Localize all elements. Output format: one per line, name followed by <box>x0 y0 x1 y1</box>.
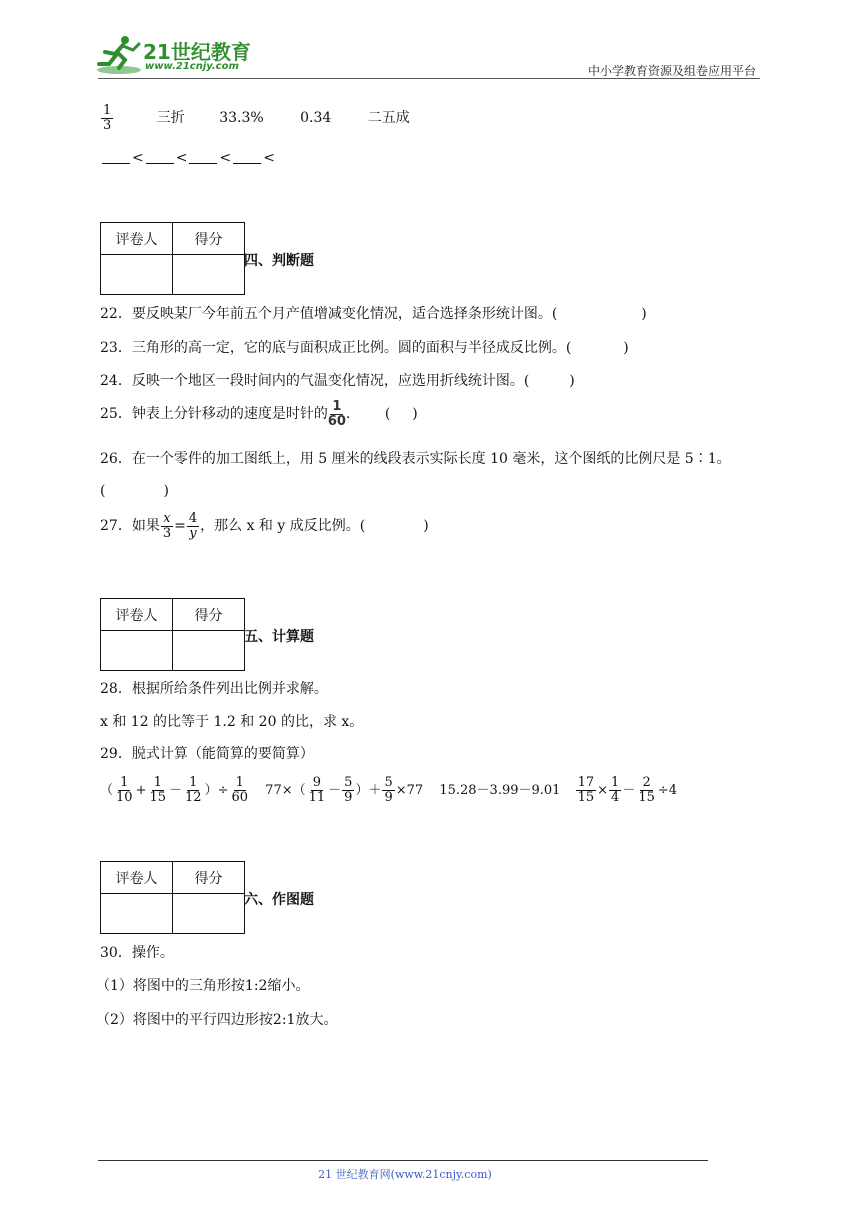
operator: 77×（ <box>265 782 306 798</box>
frac-num: 1 <box>103 103 112 118</box>
score-table <box>100 598 245 671</box>
question-text: 24．反映一个地区一段时间内的气温变化情况，应选用折线统计图。( <box>100 373 530 389</box>
score-label: 得分 <box>173 862 245 894</box>
frac-den: 60 <box>231 789 249 805</box>
answer-blank[interactable] <box>189 163 217 164</box>
platform-name: 中小学教育资源及组卷应用平台 <box>587 64 756 78</box>
question-text: ，那么 x 和 y 成反比例。( <box>200 518 366 535</box>
answer-blank[interactable] <box>102 163 130 164</box>
question-26-answer <box>100 483 169 499</box>
frac-den: 15 <box>577 789 595 805</box>
close-paren: ) <box>641 306 647 322</box>
question-24 <box>100 370 575 390</box>
site-logo <box>95 34 265 76</box>
fraction-one-third <box>101 104 113 132</box>
less-than: < <box>175 150 188 166</box>
question-text: 22．要反映某厂今年前五个月产值增减变化情况，适合选择条形统计图。( <box>100 306 558 322</box>
frac-den: 12 <box>185 789 202 805</box>
order-items <box>100 104 410 132</box>
question-text: 23．三角形的高一定，它的底与面积成正比例。圆的面积与半径成反比例。( <box>100 340 572 356</box>
section-title-calculation: 五、计算题 <box>244 629 314 645</box>
frac-den: 60 <box>327 413 346 429</box>
reviewer-label: 评卷人 <box>101 223 173 255</box>
frac-num: 1 <box>235 775 244 790</box>
frac-den: 11 <box>308 789 326 805</box>
frac-den: 10 <box>116 789 133 805</box>
fraction <box>183 776 204 804</box>
expr-4 <box>575 775 678 805</box>
fraction-4-over-y <box>187 512 199 540</box>
operator: － <box>169 782 183 798</box>
operator: － <box>328 782 342 798</box>
score-table <box>100 222 245 295</box>
order-item: 三折 <box>156 110 185 127</box>
answer-blank[interactable] <box>146 163 174 164</box>
frac-den: 15 <box>149 789 167 805</box>
question-26: 26．在一个零件的加工图纸上，用 5 厘米的线段表示实际长度 10 毫米，这个图纸的比例尺是 5∶1。 <box>100 451 731 467</box>
score-cell[interactable] <box>173 894 245 934</box>
score-label: 得分 <box>173 599 245 631</box>
frac-num: 1 <box>120 775 129 790</box>
runner-logo-icon <box>95 34 143 76</box>
close-paren: ) <box>623 340 629 356</box>
frac-num: 1 <box>153 775 162 790</box>
order-item: 二五成 <box>367 110 410 127</box>
frac-num: 5 <box>384 775 393 790</box>
answer-blank[interactable] <box>233 163 261 164</box>
question-29: 29．脱式计算（能简算的要简算） <box>100 746 314 762</box>
close-paren: ) <box>569 373 575 389</box>
operator: × <box>597 782 609 798</box>
less-than: < <box>132 150 144 166</box>
frac-num: 2 <box>642 775 651 790</box>
logo-title: 21世纪教育 <box>143 40 251 64</box>
fraction <box>609 776 621 804</box>
close-paren: ) <box>163 483 169 499</box>
score-label: 得分 <box>173 223 245 255</box>
order-item: 33.3% <box>219 110 264 127</box>
fraction <box>342 776 354 804</box>
frac-den: 9 <box>344 789 353 805</box>
operator: ）÷ <box>204 782 229 798</box>
frac-num: 5 <box>344 775 353 790</box>
score-cell[interactable] <box>173 255 245 295</box>
expr-3: 15.28－3.99－9.01 <box>439 782 561 798</box>
fraction <box>147 776 168 804</box>
frac-num: 4 <box>188 511 198 526</box>
fraction <box>382 776 394 804</box>
score-table <box>100 861 245 934</box>
operator: ÷4 <box>657 782 678 798</box>
fraction <box>114 776 135 804</box>
question-28: 28．根据所给条件列出比例并求解。 <box>100 681 328 697</box>
question-30-part-1: （1）将图中的三角形按1:2缩小。 <box>96 978 310 994</box>
fraction <box>307 776 328 804</box>
operator: ）＋ <box>355 782 382 798</box>
less-than: < <box>263 150 275 166</box>
fraction-one-sixtieth <box>328 400 346 428</box>
question-text: 27．如果 <box>100 518 160 535</box>
frac-den: 4 <box>611 789 620 805</box>
question-22 <box>100 303 647 323</box>
order-item: 0.34 <box>300 110 332 127</box>
frac-num: 1 <box>189 775 198 790</box>
fraction-x-over-3 <box>161 512 173 540</box>
fraction <box>229 776 250 804</box>
fraction <box>636 776 657 804</box>
less-than: < <box>219 150 232 166</box>
order-answer-line <box>100 150 275 166</box>
frac-num: 17 <box>577 775 595 790</box>
question-25: 25．钟表上分针移动的速度是时针的 $\frac{1}{60}$ . ( ) <box>100 399 418 429</box>
frac-den: 15 <box>638 789 655 805</box>
question-30: 30．操作。 <box>100 945 174 961</box>
reviewer-label: 评卷人 <box>101 599 173 631</box>
frac-num: 1 <box>332 399 342 414</box>
operator: － <box>622 782 636 798</box>
score-cell[interactable] <box>173 631 245 671</box>
question-30-part-2: （2）将图中的平行四边形按2:1放大。 <box>96 1012 338 1028</box>
question-28-condition: x 和 12 的比等于 1.2 和 20 的比，求 x。 <box>100 714 364 730</box>
reviewer-label: 评卷人 <box>101 862 173 894</box>
footer-link[interactable]: 21 世纪教育网(www.21cnjy.com) <box>318 1168 492 1181</box>
section-title-drawing: 六、作图题 <box>244 892 314 908</box>
frac-den: y <box>189 525 197 541</box>
fraction <box>576 776 597 804</box>
frac-num: x <box>163 511 171 526</box>
close-paren: ) <box>412 406 418 423</box>
period: . <box>345 406 351 423</box>
calc-expressions <box>100 776 677 804</box>
logo-url: www.21cnjy.com <box>145 61 239 72</box>
paren: （ <box>100 782 114 798</box>
equals: = <box>174 518 186 535</box>
footer-divider <box>98 1160 708 1161</box>
operator: ×77 <box>395 782 424 798</box>
frac-den: 9 <box>384 789 393 805</box>
frac-den: 3 <box>103 117 112 133</box>
reviewer-cell[interactable] <box>101 255 173 295</box>
question-text: 25．钟表上分针移动的速度是时针的 <box>100 406 328 423</box>
reviewer-cell[interactable] <box>101 631 173 671</box>
frac-num: 9 <box>312 775 322 790</box>
expr-2 <box>265 775 427 805</box>
frac-num: 1 <box>611 775 620 790</box>
operator: + <box>135 782 147 798</box>
open-paren: ( <box>100 483 106 499</box>
reviewer-cell[interactable] <box>101 894 173 934</box>
header-divider <box>98 78 760 79</box>
question-23 <box>100 337 629 357</box>
expr-1 <box>100 775 255 805</box>
section-title-judgement: 四、判断题 <box>244 253 314 269</box>
frac-den: 3 <box>162 525 172 541</box>
close-paren: ) <box>423 518 429 535</box>
question-27 <box>100 512 429 540</box>
